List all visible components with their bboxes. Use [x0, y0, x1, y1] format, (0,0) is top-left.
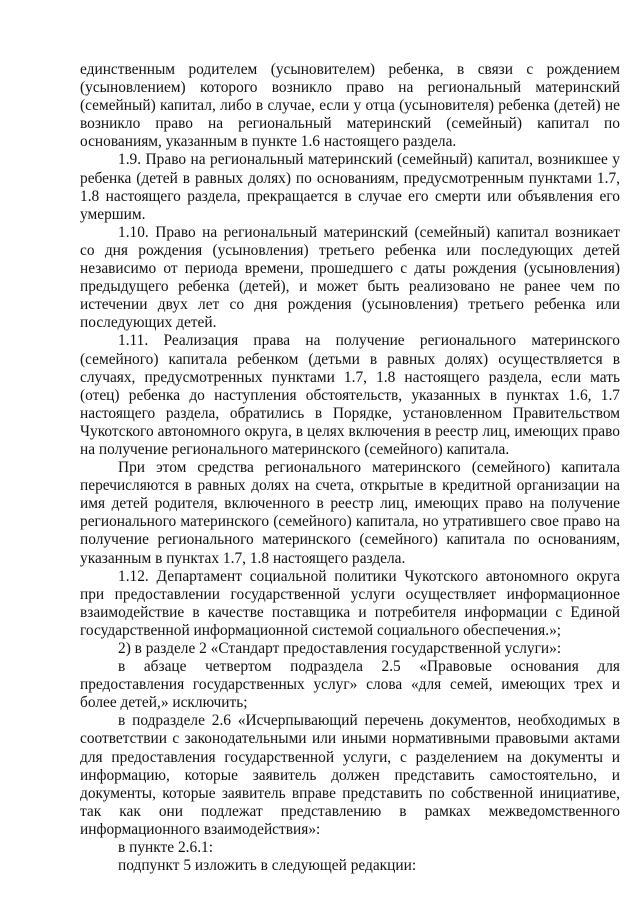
- paragraph-funds-transfer: При этом средства регионального материнского (семейного) капитала перечисляются в равных долях на счета, открытые в кредитной организации на имя детей родителя, включенного в реестр лиц, имеющих право на получение регионального материнского (семейного) капитала, но утратившего свое право на получение регионального материнского (семейного) капитала по основаниям, указанным в пунктах 1.7, 1.8 настоящего раздела.: [80, 459, 620, 567]
- paragraph-1-10: 1.10. Право на региональный материнский (семейный) капитал возникает со дня рождения (усыновления) третьего ребенка или последующих детей независимо от периода времени, прошедшего с даты рождения (усыновления) предыдущего ребенка (детей), и может быть реализовано не ранее чем по истечении двух лет со дня рождения (усыновления) третьего ребенка или последующих детей.: [80, 223, 620, 332]
- paragraph-1-9: 1.9. Право на региональный материнский (семейный) капитал, возникшее у ребенка (детей в равных долях) по основаниям, предусмотренным пунктами 1.7, 1.8 настоящего раздела, прекращается в случае его смерти или объявления его умершим.: [80, 151, 620, 223]
- paragraph-subitem-5: подпункт 5 изложить в следующей редакции:: [118, 857, 417, 875]
- paragraph-1: единственным родителем (усыновителем) ребенка, в связи с рождением (усыновлением) которого возникло право на региональный материнский (семейный) капитал, либо в случае, если у отца (усыновителя) ребенка (детей) не возникло право на региональный материнский (семейный) капитал по основаниям, указанным в пункте 1.6 настоящего раздела.: [80, 61, 620, 151]
- document-page: [80, 61, 620, 875]
- paragraph-1-12: 1.12. Департамент социальной политики Чукотского автономного округа при предоставлении государственной услуги осуществляет информационное взаимодействие в качестве поставщика и потребителя информации с Единой государственной информационной системой социального обеспечения.»;: [80, 567, 620, 639]
- paragraph-subsection-2-5: в абзаце четвертом подраздела 2.5 «Правовые основания для предоставления государственных услуг» слова «для семей, имеющих трех и более детей,» исключить;: [80, 658, 620, 712]
- paragraph-1-11: 1.11. Реализация права на получение регионального материнского (семейного) капитала ребенком (детьми в равных долях) осуществляется в случаях, предусмотренных пунктами 1.7, 1.8 настоящего раздела, если мать (отец) ребенка до наступления обстоятельств, указанных в пунктах 1.6, 1.7 настоящего раздела, обратились в Порядке, установленном Правительством Чукотского автономного округа, в целях включения в реестр лиц, имеющих право на получение регионального материнского (семейного) капитала.: [80, 332, 620, 458]
- paragraph-item-2-6-1: в пункте 2.6.1:: [118, 839, 214, 857]
- paragraph-section-2: 2) в разделе 2 «Стандарт предоставления государственной услуги»:: [118, 640, 562, 657]
- paragraph-subsection-2-6: в подразделе 2.6 «Исчерпывающий перечень документов, необходимых в соответствии с законодательными или иными нормативными правовыми актами для предоставления государственной услуги, с разделением на документы и информацию, которые заявитель должен представить самостоятельно, и документы, которые заявитель вправе представить по собственной инициативе, так как они подлежат представлению в рамках межведомственного информационного взаимодействия»:: [80, 712, 620, 838]
